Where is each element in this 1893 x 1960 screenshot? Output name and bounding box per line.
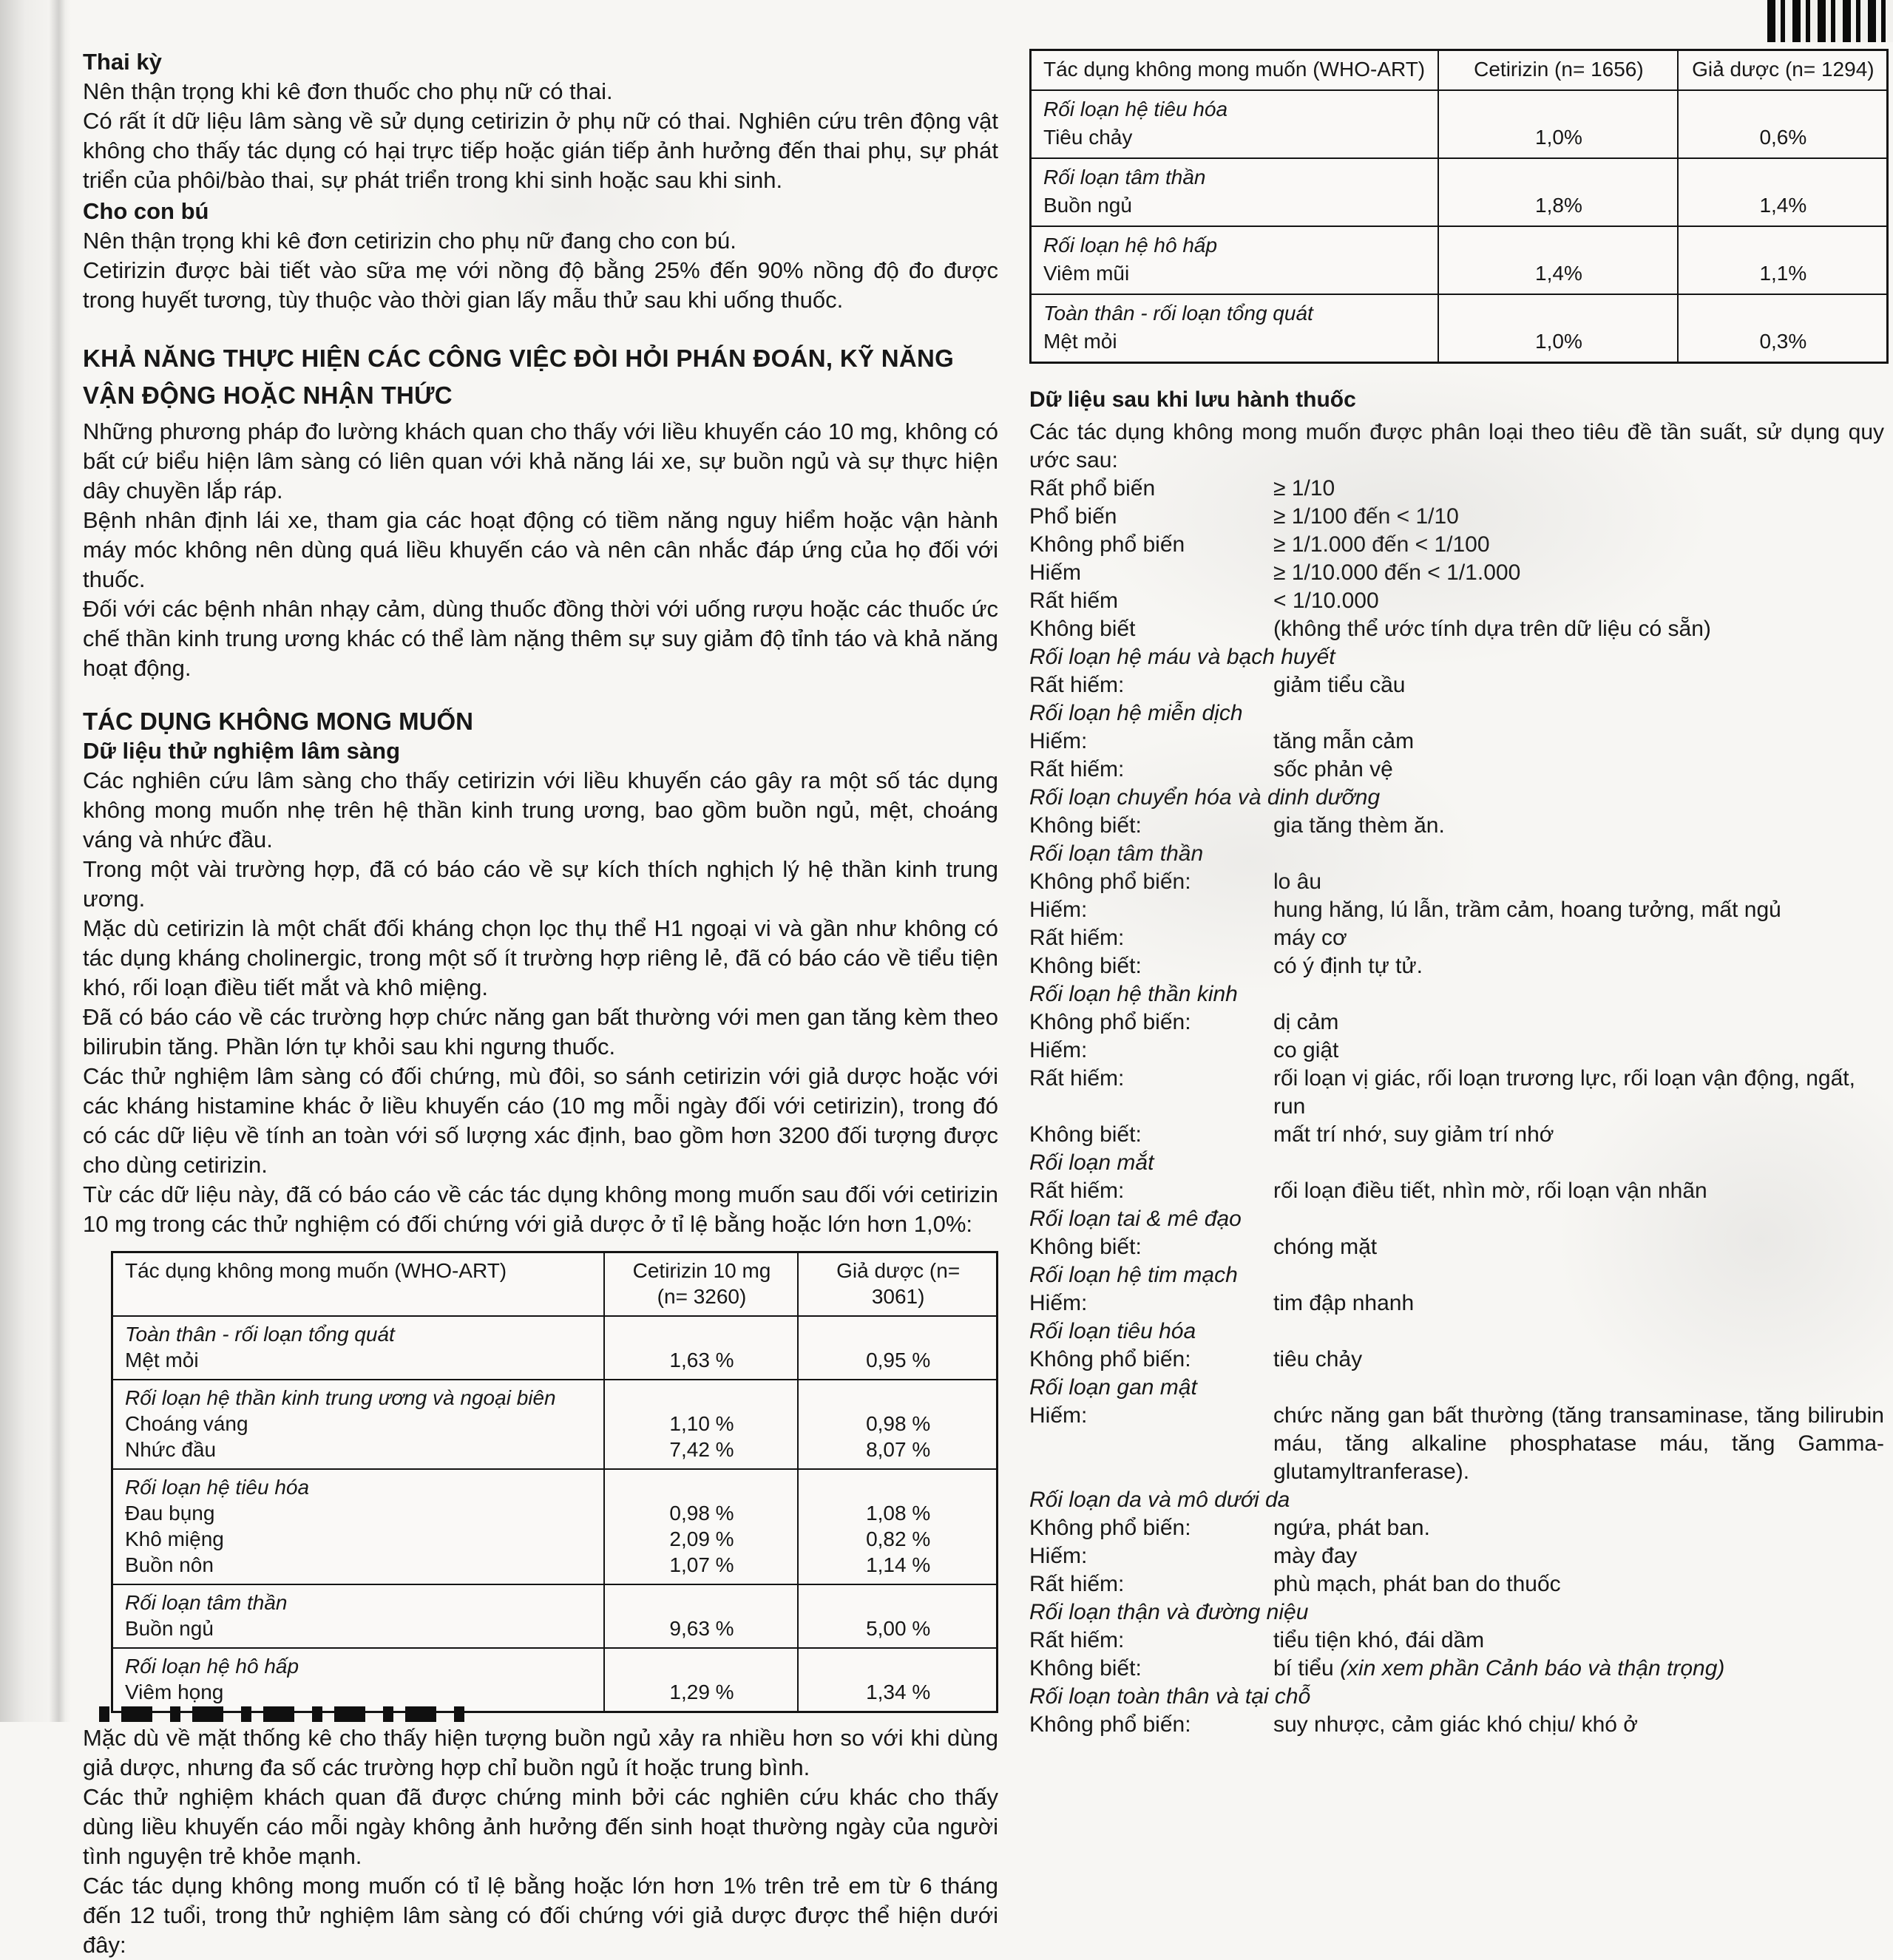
soc-category: Rối loạn chuyển hóa và dinh dưỡng (1029, 785, 1381, 810)
adr-entry: Hiếm: hung hăng, lú lẫn, trầm cảm, hoang tưởng, mất ngủ (1029, 898, 1781, 922)
elderly-study-adverse-effects-table (1029, 49, 1889, 364)
ability-paragraph: Những phương pháp đo lường khách quan cho thấy với liều khuyến cáo 10 mg, không có bất cứ biểu hiện lâm sàng có liên quan với khả năng lái xe, sự buồn ngủ và sự thực hiện dây chuyền lắp ráp. (83, 418, 998, 503)
soc-category: Rối loạn hệ miễn dịch (1029, 701, 1243, 725)
adverse-effects-heading: TÁC DỤNG KHÔNG MONG MUỐN (83, 708, 473, 735)
drug-value: 1,0% (1535, 330, 1582, 353)
adr-symptom: Đau bụng (125, 1502, 215, 1525)
drug-value: 7,42 % (669, 1438, 734, 1461)
frequency-definition: Rất hiếm < 1/10.000 (1029, 589, 1379, 613)
adr-symptom: Mệt mỏi (125, 1349, 199, 1371)
soc-category: Rối loạn hệ tim mạch (1029, 1263, 1238, 1287)
adr-category: Rối loạn hệ thần kinh trung ương và ngoại biên (125, 1386, 556, 1409)
placebo-value: 5,00 % (866, 1617, 931, 1640)
table-row (1032, 89, 1886, 157)
placebo-value: 0,98 % (866, 1412, 931, 1435)
adr-symptom: Mệt mỏi (1043, 330, 1117, 353)
frequency-definition: Không biết (không thể ước tính dựa trên dữ liệu có sẵn) (1029, 617, 1711, 641)
adr-symptom: Nhức đầu (125, 1438, 217, 1461)
placebo-value: 0,3% (1759, 330, 1807, 353)
after-table-paragraph: Các tác dụng không mong muốn có tỉ lệ bằng hoặc lớn hơn 1% trên trẻ em từ 6 tháng đến 12 tuổi, trong thử nghiệm lâm sàng có đối chứng với giả dược được thể hiện dưới đây: (83, 1873, 998, 1958)
adr-entry: Không phổ biến: lo âu (1029, 869, 1322, 894)
adr-entry: Rất hiếm: giảm tiểu cầu (1029, 673, 1406, 697)
adr-entry: Rất hiếm: rối loạn vị giác, rối loạn trương lực, rối loạn vận động, ngất, run (1029, 1066, 1855, 1119)
drug-value: 1,4% (1535, 262, 1582, 285)
drug-value: 1,0% (1535, 126, 1582, 149)
adr-entry: Rất hiếm: sốc phản vệ (1029, 757, 1393, 781)
placebo-value: 1,1% (1759, 262, 1807, 285)
drug-value: 2,09 % (669, 1527, 734, 1550)
table-header-row (113, 1253, 996, 1315)
adr-symptom: Buồn nôn (125, 1553, 214, 1576)
adr-category: Rối loạn hệ hô hấp (125, 1655, 299, 1678)
adr-entry: Hiếm: mày đay (1029, 1544, 1358, 1568)
clinical-paragraph: Các thử nghiệm lâm sàng có đối chứng, mù đôi, so sánh cetirizin với giả dược hoặc với các kháng histamine khác ở liều khuyến cáo (10 mg mỗi ngày đối với cetirizin), trong đó có các dữ liệu về tính an toàn với số lượng xác định, bao gồm hơn 3200 đối tượng được cho dùng cetirizin. (83, 1063, 998, 1178)
drug-value: 1,10 % (669, 1412, 734, 1435)
placebo-value: 1,08 % (866, 1502, 931, 1525)
breastfeeding-heading: Cho con bú (83, 198, 209, 224)
adr-entry: Không biết: gia tăng thèm ăn. (1029, 813, 1445, 838)
adr-category: Rối loạn tâm thần (125, 1591, 288, 1614)
column-header: Giả dược (n= 1294) (1677, 51, 1886, 89)
clinical-paragraph: Đã có báo cáo về các trường hợp chức năng gan bất thường với men gan tăng kèm theo bilirubin tăng. Phần lớn tự khỏi sau khi ngưng thuốc. (83, 1004, 998, 1059)
pregnancy-paragraph: Có rất ít dữ liệu lâm sàng về sử dụng cetirizin ở phụ nữ có thai. Nghiên cứu trên động vật không cho thấy tác dụng có hại trực tiếp hoặc gián tiếp ảnh hưởng đến thai phụ, sự phát triển của phôi/bào thai, sự phát triển trong khi sinh hoặc sau khi sinh. (83, 108, 998, 193)
soc-category: Rối loạn tai & mê đạo (1029, 1207, 1242, 1231)
after-table-paragraph: Mặc dù về mặt thống kê cho thấy hiện tượng buồn ngủ xảy ra nhiều hơn so với khi dùng giả dược, nhưng đa số các trường hợp chỉ buồn ngủ ít hoặc trung bình. (83, 1725, 998, 1780)
adr-category: Toàn thân - rối loạn tổng quát (125, 1323, 395, 1346)
breastfeeding-paragraph: Nên thận trọng khi kê đơn cetirizin cho phụ nữ đang cho con bú. (83, 228, 736, 254)
cross-reference-note: (xin xem phần Cảnh báo và thận trọng) (1340, 1656, 1725, 1681)
adr-symptom: Viêm mũi (1043, 262, 1130, 285)
postmarket-heading: Dữ liệu sau khi lưu hành thuốc (1029, 387, 1356, 412)
clinical-data-subheading: Dữ liệu thử nghiệm lâm sàng (83, 738, 401, 764)
soc-category: Rối loạn tâm thần (1029, 841, 1204, 866)
ability-paragraph: Bệnh nhân định lái xe, tham gia các hoạt động có tiềm năng nguy hiểm hoặc vận hành máy móc không nên dùng quá liều khuyến cáo và nên cân nhắc đáp ứng của họ đối với thuốc. (83, 507, 998, 592)
column-header: Tác dụng không mong muốn (WHO-ART) (125, 1259, 507, 1282)
clinical-paragraph: Từ các dữ liệu này, đã có báo cáo về các tác dụng không mong muốn sau đối với cetirizin 10 mg trong các thử nghiệm có đối chứng với giả dược ở tỉ lệ bằng hoặc lớn hơn 1,0%: (83, 1181, 998, 1237)
adr-entry: Không phổ biến: dị cảm (1029, 1010, 1339, 1034)
clinical-paragraph: Mặc dù cetirizin là một chất đối kháng chọn lọc thụ thể H1 ngoại vi và gần như không có tác dụng kháng cholinergic, trong một số ít trường hợp riêng lẻ, đã có báo cáo về tiểu tiện khó, rối loạn điều tiết mắt và khô miệng. (83, 915, 998, 1000)
adr-entry: Rất hiếm: rối loạn điều tiết, nhìn mờ, rối loạn vận nhãn (1029, 1179, 1707, 1203)
adr-symptom: Buồn ngủ (1043, 194, 1132, 217)
drug-value: 1,07 % (669, 1553, 734, 1576)
cutoff-heading-fragment (99, 1706, 475, 1722)
adr-category: Rối loạn hệ hô hấp (1043, 234, 1218, 257)
pregnancy-paragraph: Nên thận trọng khi kê đơn thuốc cho phụ nữ có thai. (83, 78, 613, 104)
adr-category: Rối loạn tâm thần (1043, 166, 1206, 189)
drug-value: 1,63 % (669, 1349, 734, 1371)
scan-fold-shadow (49, 0, 71, 1722)
adr-entry: Hiếm: co giật (1029, 1038, 1339, 1062)
table-row (113, 1647, 996, 1711)
adr-entry: Hiếm: tim đập nhanh (1029, 1291, 1415, 1315)
adr-entry: Không phổ biến: suy nhược, cảm giác khó chịu/ khó ở (1029, 1712, 1638, 1737)
adr-entry: Rất hiếm: máy cơ (1029, 926, 1347, 950)
adr-entry: Không phổ biến: ngứa, phát ban. (1029, 1516, 1430, 1540)
adr-symptom: Tiêu chảy (1043, 126, 1133, 149)
adr-category: Rối loạn hệ tiêu hóa (125, 1476, 310, 1499)
frequency-definition: Hiếm ≥ 1/10.000 đến < 1/1.000 (1029, 560, 1521, 585)
adr-entry: Không phổ biến: tiêu chảy (1029, 1347, 1363, 1371)
soc-category: Rối loạn thận và đường niệu (1029, 1600, 1309, 1624)
frequency-definition: Rất phổ biến ≥ 1/10 (1029, 476, 1335, 501)
adr-symptom: Choáng váng (125, 1412, 248, 1435)
soc-category: Rối loạn toàn thân và tại chỗ (1029, 1684, 1311, 1709)
placebo-value: 1,14 % (866, 1553, 931, 1576)
postmarket-intro: Các tác dụng không mong muốn được phân loại theo tiêu đề tần suất, sử dụng quy ước sau: (1029, 420, 1884, 472)
adr-symptom: Viêm họng (125, 1681, 224, 1703)
adr-entry: Hiếm: tăng mẫn cảm (1029, 729, 1415, 753)
adr-symptom: Khô miệng (125, 1527, 224, 1550)
adr-entry: Không biết: mất trí nhớ, suy giảm trí nhớ (1029, 1122, 1554, 1147)
adr-symptom: Buồn ngủ (125, 1617, 214, 1640)
column-header: Tác dụng không mong muốn (WHO-ART) (1043, 58, 1426, 81)
table-row (113, 1379, 996, 1468)
frequency-definition: Không phổ biến ≥ 1/1.000 đến < 1/100 (1029, 532, 1490, 557)
left-column (83, 47, 998, 1960)
placebo-value: 8,07 % (866, 1438, 931, 1461)
column-header: Giả dược (n= 3061) (797, 1253, 996, 1315)
table-row (1032, 157, 1886, 225)
adr-entry: Rất hiếm: phù mạch, phát ban do thuốc (1029, 1572, 1561, 1596)
soc-category: Rối loạn mắt (1029, 1150, 1154, 1175)
table-row (113, 1468, 996, 1584)
adr-entry: Hiếm: chức năng gan bất thường (tăng transaminase, tăng bilirubin máu, tăng alkaline phosphatase máu, tăng Gamma-glutamyltranferase). (1029, 1403, 1884, 1484)
clinical-paragraph: Các nghiên cứu lâm sàng cho thấy cetirizin với liều khuyến cáo gây ra một số tác dụng không mong muốn nhẹ trên hệ thần kinh trung ương, bao gồm buồn ngủ, mệt, choáng váng và nhức đầu. (83, 767, 998, 852)
column-header: Cetirizin (n= 1656) (1437, 51, 1677, 89)
barcode-icon (1767, 0, 1893, 42)
column-header: Cetirizin 10 mg (n= 3260) (603, 1253, 798, 1315)
soc-category: Rối loạn gan mật (1029, 1375, 1197, 1400)
ability-paragraph: Đối với các bệnh nhân nhạy cảm, dùng thuốc đồng thời với uống rượu hoặc các thuốc ức chế thần kinh trung ương khác có thể làm nặng thêm sự suy giảm độ tỉnh táo và khả năng hoạt động. (83, 596, 998, 681)
adr-category: Rối loạn hệ tiêu hóa (1043, 98, 1228, 121)
table-row (113, 1315, 996, 1379)
placebo-value: 0,6% (1759, 126, 1807, 149)
placebo-value: 1,34 % (866, 1681, 931, 1703)
drug-value: 0,98 % (669, 1502, 734, 1525)
placebo-value: 0,95 % (866, 1349, 931, 1371)
adr-entry: Rất hiếm: tiểu tiện khó, đái dầm (1029, 1628, 1485, 1652)
placebo-value: 1,4% (1759, 194, 1807, 217)
adr-entry: Không biết: có ý định tự tử. (1029, 954, 1423, 978)
drug-value: 1,29 % (669, 1681, 734, 1703)
table-row (1032, 225, 1886, 294)
right-column (1029, 49, 1884, 1739)
adr-entry: Không biết: bí tiểu (xin xem phần Cảnh báo và thận trọng) (1029, 1656, 1725, 1681)
adr-entry: Không biết: chóng mặt (1029, 1235, 1378, 1259)
clinical-paragraph: Trong một vài trường hợp, đã có báo cáo về sự kích thích nghịch lý hệ thần kinh trung ương. (83, 856, 998, 912)
adult-adverse-effects-table (111, 1251, 998, 1713)
drug-value: 9,63 % (669, 1617, 734, 1640)
placebo-value: 0,82 % (866, 1527, 931, 1550)
breastfeeding-paragraph: Cetirizin được bài tiết vào sữa mẹ với nồng độ bằng 25% đến 90% nồng độ đo được trong huyết tương, tùy thuộc vào thời gian lấy mẫu thử sau khi uống thuốc. (83, 257, 998, 313)
table-row (1032, 294, 1886, 362)
ability-heading: KHẢ NĂNG THỰC HIỆN CÁC CÔNG VIỆC ĐÒI HỎI PHÁN ĐOÁN, KỸ NĂNG VẬN ĐỘNG HOẶC NHẬN THỨC (83, 345, 955, 409)
pregnancy-heading: Thai kỳ (83, 49, 162, 75)
after-table-paragraph: Các thử nghiệm khách quan đã được chứng minh bởi các nghiên cứu khác cho thấy dùng liều khuyến cáo mỗi ngày không ảnh hưởng đến sinh hoạt thường ngày của người tình nguyện trẻ khỏe mạnh. (83, 1784, 998, 1869)
table-header-row (1032, 51, 1886, 89)
soc-category: Rối loạn da và mô dưới da (1029, 1488, 1290, 1512)
soc-category: Rối loạn tiêu hóa (1029, 1319, 1196, 1343)
frequency-definition: Phổ biến ≥ 1/100 đến < 1/10 (1029, 504, 1459, 529)
adr-category: Toàn thân - rối loạn tổng quát (1043, 302, 1313, 325)
drug-value: 1,8% (1535, 194, 1582, 217)
soc-category: Rối loạn hệ thần kinh (1029, 982, 1238, 1006)
soc-category: Rối loạn hệ máu và bạch huyết (1029, 645, 1335, 669)
table-row (113, 1584, 996, 1647)
